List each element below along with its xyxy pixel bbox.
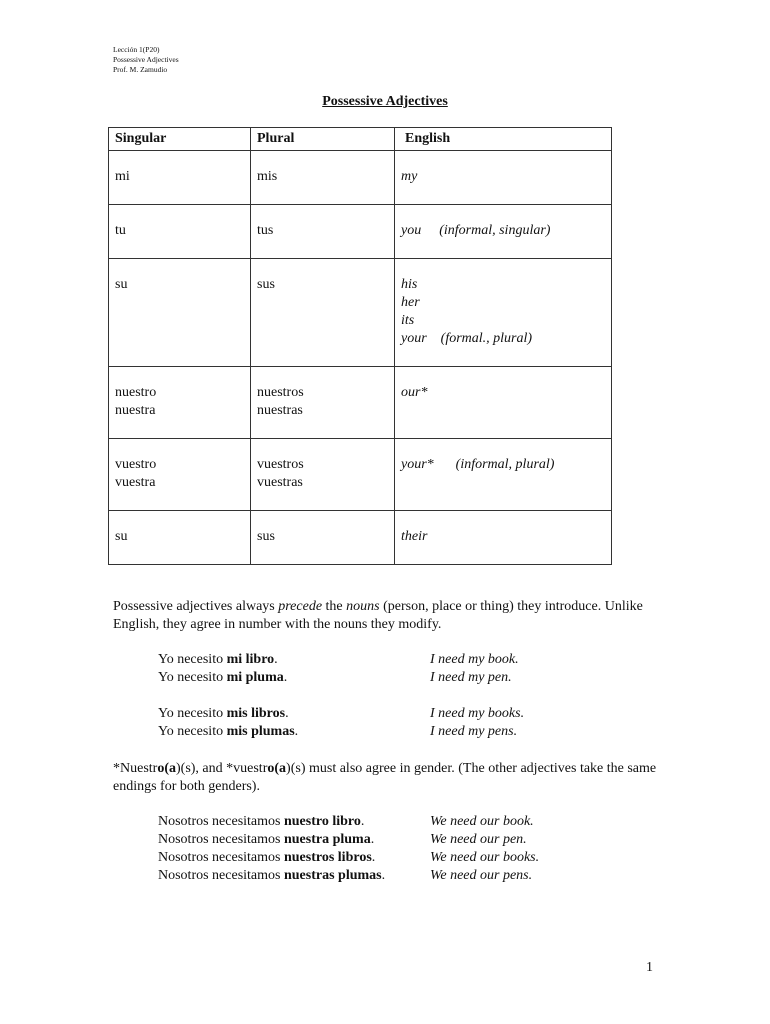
cell-english: your* (informal, plural) [395,439,612,511]
header-plural: Plural [251,128,395,151]
example-translation: We need our pens. [430,868,533,883]
cell-english: you (informal, singular) [395,205,612,259]
header-singular: Singular [109,128,251,151]
english-note: (formal., plural) [440,331,533,346]
cell-english: our* [395,367,612,439]
example-translation: I need my books. [430,706,525,721]
cell-plural: vuestros vuestras [251,439,395,511]
cell-singular: su [109,259,251,367]
cell-plural: sus [251,259,395,367]
example-translation: I need my book. [430,652,519,667]
example-translation: I need my pen. [430,670,512,685]
header-lesson: Lección 1(P20) [113,45,160,54]
explanation-paragraph: Possessive adjectives always precede the nouns (person, place or thing) they introduce. Unlike English, they agree in number with the nouns they modify. [113,599,643,632]
cell-english: their [395,511,612,565]
cell-singular: mi [109,151,251,205]
emphasis-precede: precede [278,599,323,614]
header-english: English [395,128,612,151]
example-translation: We need our books. [430,850,540,865]
table-row [109,259,612,367]
cell-singular: vuestro vuestra [109,439,251,511]
cell-plural: sus [251,511,395,565]
example-translation: We need our pen. [430,832,527,847]
possessive-table [108,127,612,565]
table-row [109,205,612,259]
example-translation: I need my pens. [430,724,518,739]
cell-plural: nuestros nuestras [251,367,395,439]
table-header-row [109,128,612,151]
cell-plural: tus [251,205,395,259]
emphasis-nouns: nouns [346,599,380,614]
cell-singular: tu [109,205,251,259]
cell-singular: su [109,511,251,565]
cell-english: his her its your (formal., plural) [395,259,612,367]
english-note: (informal, singular) [439,223,551,238]
header-professor: Prof. M. Zamudio [113,65,168,74]
header-topic: Possessive Adjectives [113,55,179,64]
table-row [109,367,612,439]
table-row [109,151,612,205]
gender-agreement-paragraph: *Nuestro(a)(s), and *vuestro(a)(s) must also agree in gender. (The other adjectives take the same endings for both genders). [113,761,657,794]
table-row [109,439,612,511]
cell-english: my [395,151,612,205]
page-number: 1 [646,960,653,975]
example-translation: We need our book. [430,814,534,829]
document-header [113,45,179,75]
table-row [109,511,612,565]
cell-singular: nuestro nuestra [109,367,251,439]
page-title: Possessive Adjectives [322,94,448,109]
english-note: (informal, plural) [455,457,555,472]
cell-plural: mis [251,151,395,205]
